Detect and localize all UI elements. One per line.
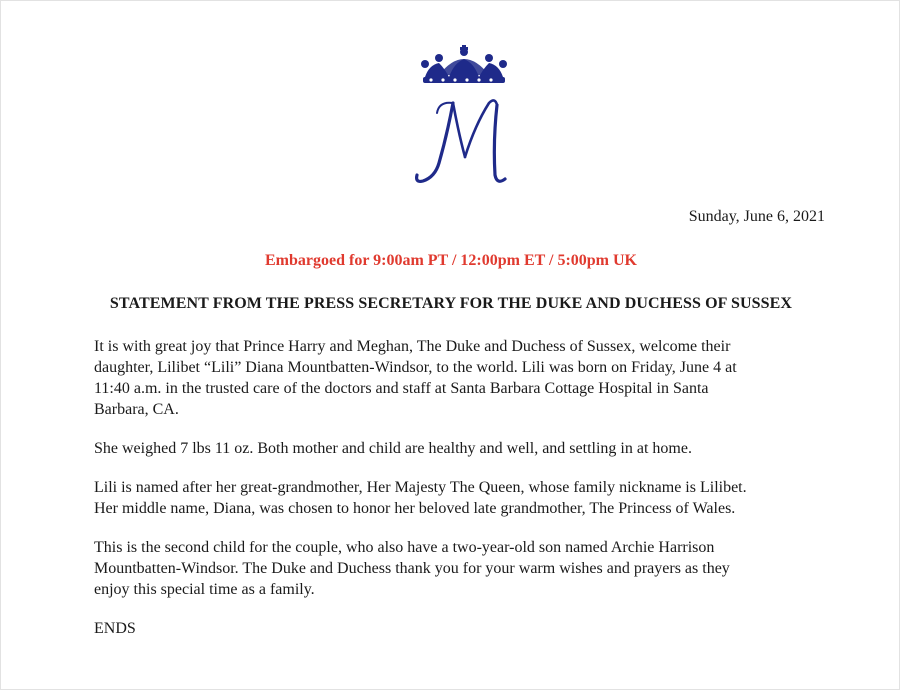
statement-title: STATEMENT FROM THE PRESS SECRETARY FOR THE DUKE AND DUCHESS OF SUSSEX — [109, 295, 793, 312]
embargo-notice: Embargoed for 9:00am PT / 12:00pm ET / 5:00pm UK — [264, 252, 637, 269]
crown-monogram-logo — [409, 45, 519, 195]
text-line: Lili is named after her great-grandmother, Her Majesty The Queen, whose family nickname is Lilibet. — [94, 479, 747, 496]
text-line: Mountbatten-Windsor. The Duke and Duchess thank you for your warm wishes and prayers as they — [94, 560, 730, 577]
paragraph-family — [94, 537, 834, 600]
statement-body — [94, 336, 834, 657]
crown-icon — [421, 45, 507, 83]
text-line: She weighed 7 lbs 11 oz. Both mother and child are healthy and well, and settling in at home. — [94, 440, 692, 457]
text-line: It is with great joy that Prince Harry and Meghan, The Duke and Duchess of Sussex, welcome their — [94, 338, 731, 355]
paragraph-ends — [94, 618, 834, 639]
paragraph-weight — [94, 438, 834, 459]
text-line: ENDS — [94, 620, 136, 637]
text-line: This is the second child for the couple, who also have a two-year-old son named Archie Harrison — [94, 539, 715, 556]
text-line: enjoy this special time as a family. — [94, 581, 315, 598]
paragraph-birth-announcement — [94, 336, 834, 420]
paragraph-name-origin — [94, 477, 834, 519]
text-line: daughter, Lilibet “Lili” Diana Mountbatten-Windsor, to the world. Lili was born on Friday, June 4 at — [94, 359, 737, 376]
text-line: Her middle name, Diana, was chosen to honor her beloved late grandmother, The Princess of Wales. — [94, 500, 736, 517]
text-line: 11:40 a.m. in the trusted care of the doctors and staff at Santa Barbara Cottage Hospital in Santa — [94, 380, 709, 397]
release-date: Sunday, June 6, 2021 — [688, 208, 825, 225]
m-monogram-icon — [417, 100, 505, 181]
text-line: Barbara, CA. — [94, 401, 179, 418]
